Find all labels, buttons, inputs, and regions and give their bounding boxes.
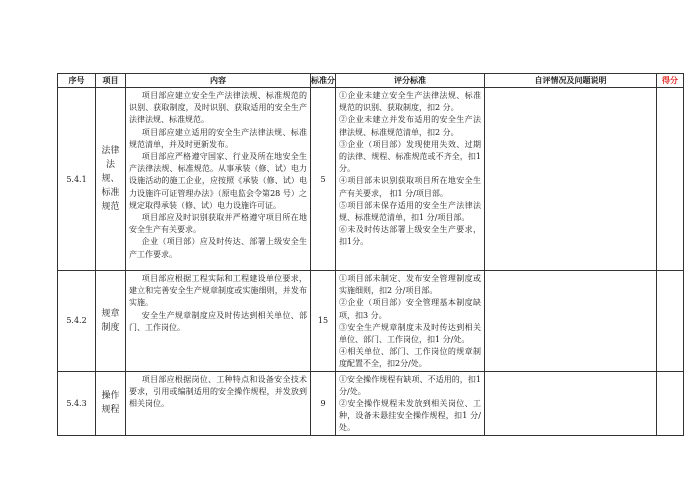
row-content [126,88,311,271]
row-criteria [336,371,485,435]
criteria-line: ①安全操作规程有缺项、不适用的，扣1 分/处。 [339,374,481,396]
row-number: 5.4.1 [58,88,96,271]
criteria-line: ①企业未建立安全生产法律法规、标准规范的识别、获取制度，扣2 分。 [339,91,481,113]
criteria-line: ③安全生产规章制度未及时传达到相关单位、部门、工作岗位，扣1 分/处。 [339,322,481,345]
criteria-line: ④相关单位、部门、工作岗位的规章制度配置不全，扣2分/处。 [339,347,481,369]
row-std-score: 15 [311,271,336,372]
criteria-line: ③企业（项目部）发现使用失效、过期的法律、规程、标准规范或不齐全，扣1 分。 [339,139,481,174]
header-item: 项目 [96,74,126,88]
row-content [126,271,311,372]
content-paragraph: 项目部应建立安全生产法律法规、标准规范的识别、获取制度，及时识别、获取适用的安全生产法律法规、标准规范。 [129,91,307,125]
table-row [58,271,684,372]
content-paragraph: 项目部应建立适用的安全生产法律法规、标准规范清单，并及时更新发布。 [129,127,307,149]
criteria-line: ②企业未建立并发布适用的安全生产法律法规、标准规范清单，扣2 分。 [339,115,481,137]
criteria-line: ④项目部未识别获取项目所在地安全生产有关要求， 扣1 分/项目部。 [339,176,481,198]
self-eval-cell[interactable] [485,271,657,372]
criteria-line: ②安全操作规程未发放到相关岗位、工种，设备未悬挂安全操作规程，扣1 分/处。 [339,399,481,433]
evaluation-table [57,73,684,436]
content-paragraph: 项目部应根据岗位、工种特点和设备安全技术要求，引用或编制适用的安全操作规程，并发放到相关岗位。 [129,374,307,409]
self-eval-cell[interactable] [485,88,657,271]
self-eval-cell[interactable] [485,371,657,435]
header-criteria: 评分标准 [336,74,485,88]
criteria-line: ②企业（项目部）安全管理基本制度缺项，扣3 分。 [339,298,481,320]
score-cell[interactable] [657,88,684,271]
content-paragraph: 企业（项目部）应及时传达、部署上级安全生产工作要求。 [129,237,307,259]
row-criteria [336,271,485,372]
row-number: 5.4.3 [58,371,96,435]
score-cell[interactable] [657,371,684,435]
content-paragraph: 安全生产规章制度应及时传达到相关单位、部门、工作岗位。 [129,310,307,332]
row-item: 法律法规、标准规范 [96,88,126,271]
row-item: 操作规程 [96,371,126,435]
row-number: 5.4.2 [58,271,96,372]
row-criteria [336,88,485,271]
row-std-score: 5 [311,88,336,271]
table-row [58,371,684,435]
row-content [126,371,311,435]
content-paragraph: 项目部应严格遵守国家、行业及所在地安全生产法律法规、标准规范。从事承装（修、试）电力设施活动的施工企业，应按照《承装（修、试）电力设施许可证管理办法》（原电监会令第28 号）之规定取得承装（修、试）电力设施许可证。 [129,152,307,210]
score-cell[interactable] [657,271,684,372]
row-std-score: 9 [311,371,336,435]
content-paragraph: 项目部应及时识别获取并严格遵守项目所在地安全生产有关要求。 [129,213,307,235]
criteria-line: ⑥未及时传达部署上级安全生产要求，扣1分。 [339,225,481,247]
header-row [58,74,684,88]
criteria-line: ⑤项目部未保存适用的安全生产法律法规、标准规范清单，扣1 分/项目部。 [339,200,481,223]
row-item: 规章制度 [96,271,126,372]
header-no: 序号 [58,74,96,88]
header-score: 得分 [657,74,684,88]
content-paragraph: 项目部应根据工程实际和工程建设单位要求，建立和完善安全生产规章制度或实施细则，并发布实施。 [129,274,307,308]
criteria-line: ①项目部未制定、发布安全管理制度或实施细则，扣2 分/项目部。 [339,274,481,296]
table-row [58,88,684,271]
header-self-eval: 自评情况及问题说明 [485,74,657,88]
header-std-score: 标准分 [311,74,336,88]
header-content: 内容 [126,74,311,88]
